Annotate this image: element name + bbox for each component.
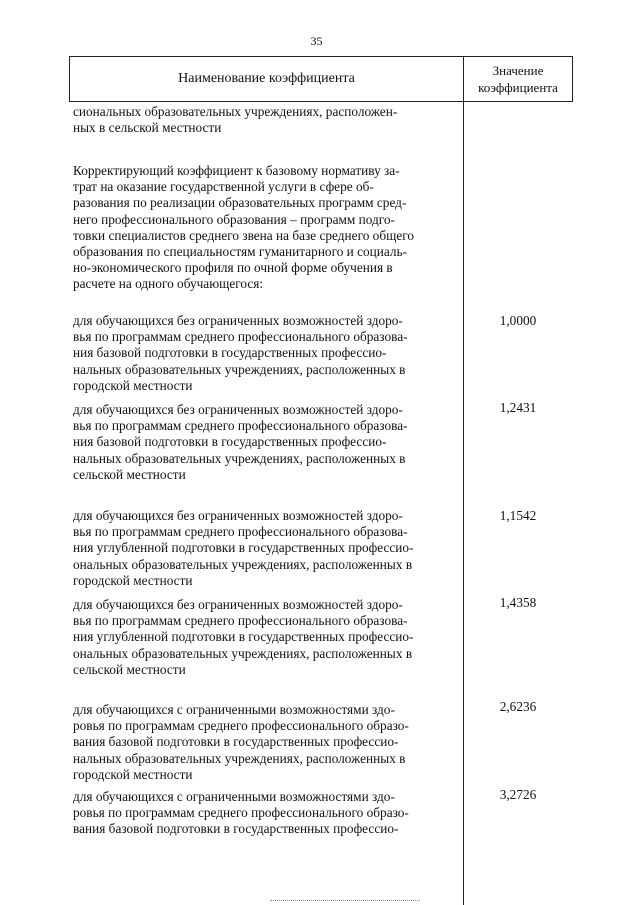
text-line: расчете на одного обучающегося: bbox=[73, 276, 264, 292]
coefficient-value: 1,1542 bbox=[499, 508, 537, 523]
coefficient-item bbox=[73, 789, 461, 838]
text-line: вья по программам среднего профессионального образова- bbox=[73, 418, 408, 434]
text-line: вья по программам среднего профессионального образова- bbox=[73, 613, 408, 629]
coefficient-item bbox=[73, 508, 461, 589]
text-line: для обучающихся с ограниченными возможностями здо- bbox=[73, 789, 395, 804]
text-line: сельской местности bbox=[73, 661, 186, 677]
text-line: него профессионального образования – программ подго- bbox=[73, 211, 395, 227]
coefficient-item bbox=[73, 402, 461, 483]
coefficient-value: 2,6236 bbox=[499, 699, 537, 714]
text-line: сиональных образовательных учреждениях, расположен- bbox=[73, 104, 398, 119]
text-line: для обучающихся без ограниченных возможностей здоро- bbox=[73, 313, 403, 328]
coefficient-value: 3,2726 bbox=[499, 787, 537, 802]
coefficient-value: 1,4358 bbox=[499, 595, 537, 610]
text-line: ния базовой подготовки в государственных профессио- bbox=[73, 345, 387, 361]
text-line: разования по реализации образовательных программ сред- bbox=[73, 195, 407, 211]
coefficient-value: 1,0000 bbox=[499, 313, 537, 328]
header-value-line1: Значение bbox=[492, 63, 544, 78]
text-line: городской местности bbox=[73, 572, 193, 588]
scan-artifact bbox=[270, 900, 420, 901]
text-line: для обучающихся с ограниченными возможностями здо- bbox=[73, 702, 395, 717]
text-line: вья по программам среднего профессионального образова- bbox=[73, 329, 408, 345]
page-number: 35 bbox=[310, 34, 323, 48]
text-line: для обучающихся без ограниченных возможностей здоро- bbox=[73, 402, 403, 417]
column-divider bbox=[463, 101, 464, 905]
text-line: образования по специальностям гуманитарного и социаль- bbox=[73, 244, 408, 260]
text-line: городской местности bbox=[73, 377, 193, 393]
text-line: товки специалистов среднего звена на базе среднего общего bbox=[73, 227, 414, 243]
text-line: вания базовой подготовки в государственных профессио- bbox=[73, 821, 399, 837]
text-line: трат на оказание государственной услуги в сфере об- bbox=[73, 179, 374, 195]
text-line: для обучающихся без ограниченных возможностей здоро- bbox=[73, 508, 403, 523]
coefficient-value: 1,2431 bbox=[499, 400, 537, 415]
text-line: для обучающихся без ограниченных возможностей здоро- bbox=[73, 597, 403, 612]
text-line: ных в сельской местности bbox=[73, 120, 222, 136]
text-line: сельской местности bbox=[73, 466, 186, 482]
header-value-column bbox=[464, 57, 572, 101]
text-line: Корректирующий коэффициент к базовому нормативу за- bbox=[73, 163, 400, 178]
coefficient-item bbox=[73, 702, 461, 783]
text-line: ния углубленной подготовки в государственных профессио- bbox=[73, 540, 414, 556]
text-line: ональных образовательных учреждениях, расположенных в bbox=[73, 556, 413, 572]
text-line: вания базовой подготовки в государственных профессио- bbox=[73, 734, 399, 750]
text-line: нальных образовательных учреждениях, расположенных в bbox=[73, 361, 406, 377]
text-line: но-экономического профиля по очной форме обучения в bbox=[73, 260, 393, 276]
coefficient-item bbox=[73, 313, 461, 394]
header-name-column: Наименование коэффициента bbox=[70, 57, 464, 101]
intro-paragraph bbox=[73, 163, 461, 293]
continuation-text bbox=[73, 104, 461, 136]
text-line: вья по программам среднего профессионального образова- bbox=[73, 524, 408, 540]
text-line: ровья по программам среднего профессионального образо- bbox=[73, 718, 409, 734]
text-line: ровья по программам среднего профессионального образо- bbox=[73, 805, 409, 821]
text-line: нальных образовательных учреждениях, расположенных в bbox=[73, 750, 406, 766]
header-value-line2: коэффициента bbox=[478, 80, 558, 95]
text-line: городской местности bbox=[73, 766, 193, 782]
text-line: нальных образовательных учреждениях, расположенных в bbox=[73, 450, 406, 466]
text-line: ния углубленной подготовки в государственных профессио- bbox=[73, 629, 414, 645]
text-line: ния базовой подготовки в государственных профессио- bbox=[73, 434, 387, 450]
table-header bbox=[69, 56, 573, 102]
text-line: ональных образовательных учреждениях, расположенных в bbox=[73, 645, 413, 661]
coefficient-item bbox=[73, 597, 461, 678]
